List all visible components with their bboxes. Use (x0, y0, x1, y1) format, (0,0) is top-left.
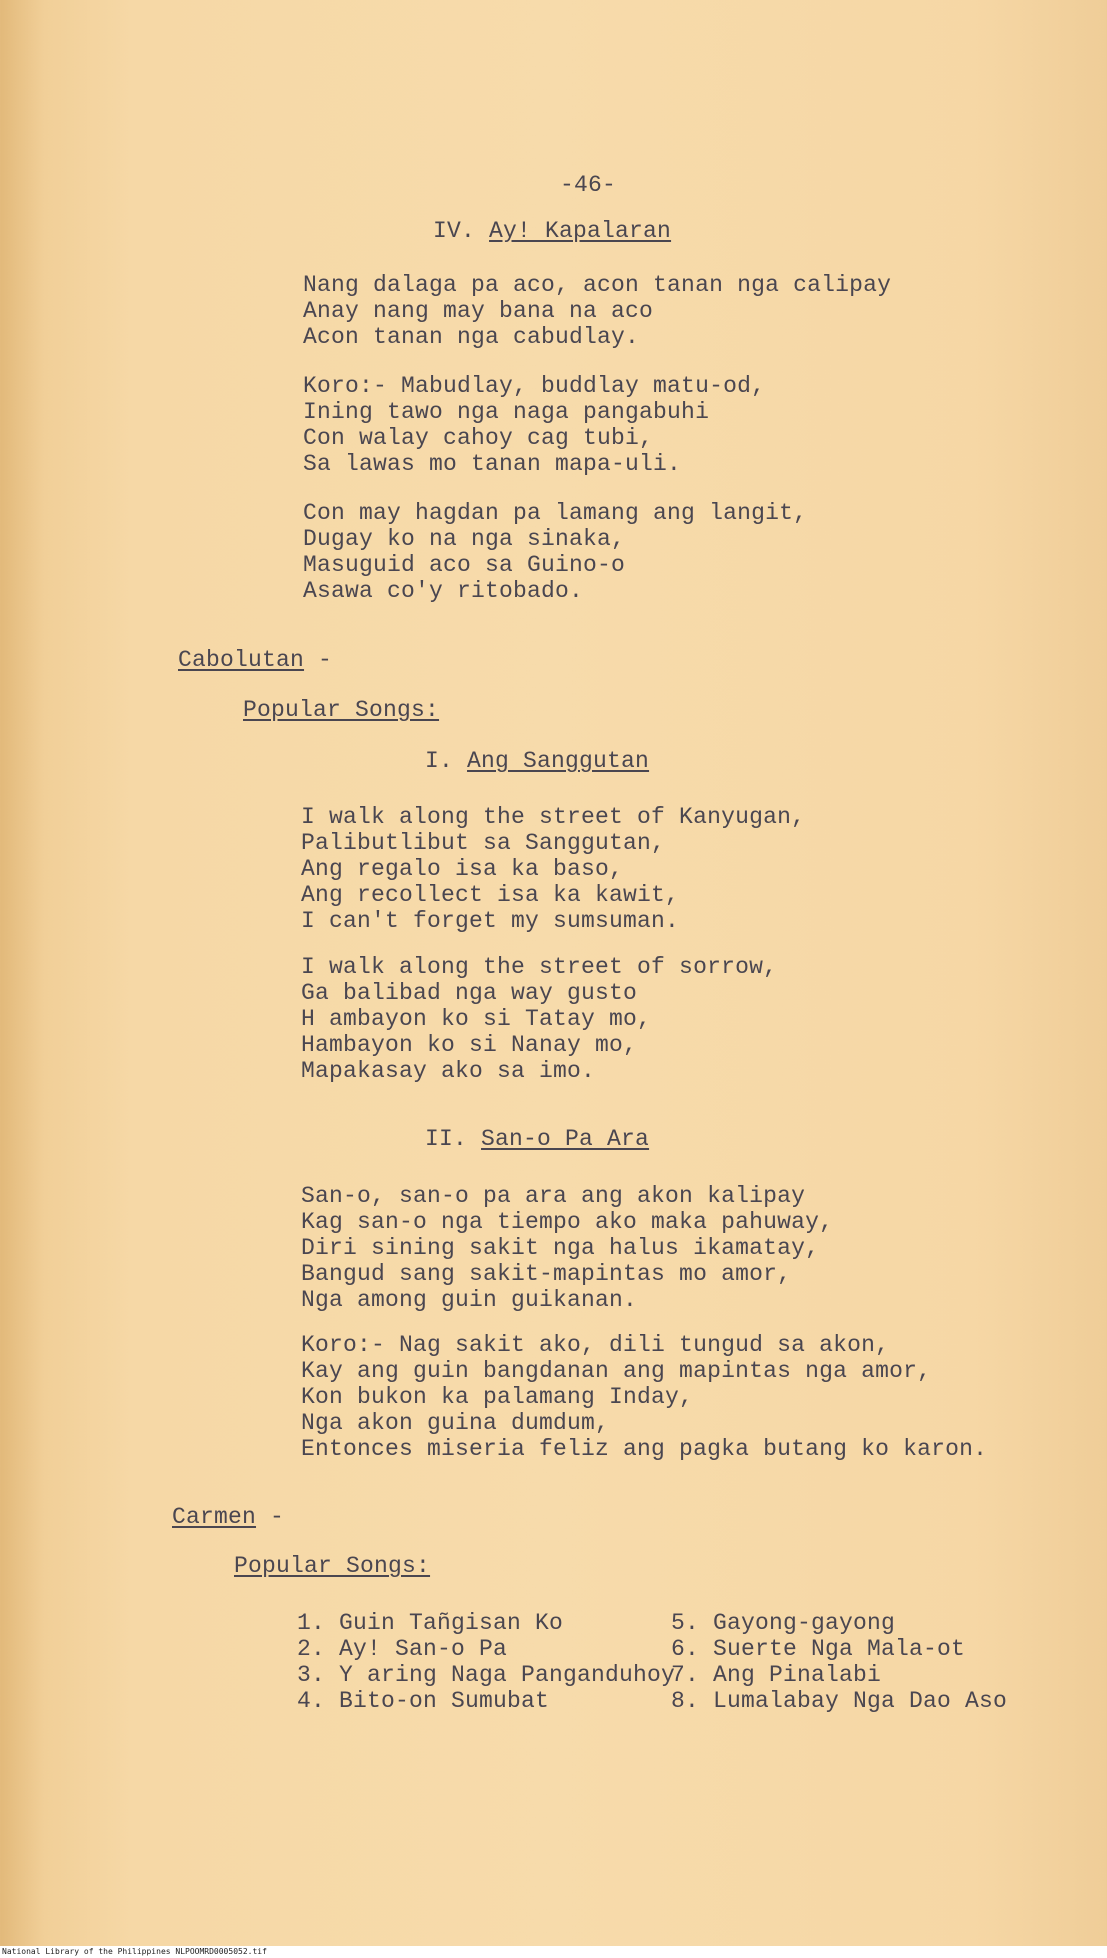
list-item: 4. Bito-on Sumubat (297, 1688, 550, 1714)
list-item: 1. Guin Tañgisan Ko (297, 1610, 564, 1636)
chorus-line: Koro:- Mabudlay, buddlay matu-od, (303, 373, 766, 399)
section-heading-cabolutan (178, 647, 332, 673)
chorus-line: Sa lawas mo tanan mapa-uli. (303, 451, 682, 477)
verse-line: Ga balibad nga way gusto (301, 980, 638, 1006)
title-number: II. (425, 1126, 468, 1152)
scan-footer: National Library of the Philippines NLPOOMRD0005052.tif (0, 1946, 1107, 1958)
heading-dash: - (318, 647, 333, 673)
verse-line: Con may hagdan pa lamang ang langit, (303, 500, 808, 526)
title-text: San-o Pa Ara (481, 1126, 650, 1152)
verse-line: Diri sining sakit nga halus ikamatay, (301, 1235, 820, 1261)
verse-line: San-o, san-o pa ara ang akon kalipay (301, 1183, 806, 1209)
verse-line: Ang regalo isa ka baso, (301, 856, 624, 882)
verse-line: Anay nang may bana na aco (303, 298, 654, 324)
list-item: 5. Gayong-gayong (671, 1610, 896, 1636)
chorus-line: Entonces miseria feliz ang pagka butang ko karon. (301, 1436, 988, 1462)
verse-line: Ang recollect isa ka kawit, (301, 882, 680, 908)
list-item: 6. Suerte Nga Mala-ot (671, 1636, 966, 1662)
subheading-popular-songs: Popular Songs: (234, 1553, 431, 1579)
verse-line: I walk along the street of Kanyugan, (301, 804, 806, 830)
song-title-san-o-pa-ara (425, 1126, 649, 1152)
verse-line: I can't forget my sumsuman. (301, 908, 680, 934)
heading-text: Cabolutan (178, 647, 305, 673)
verse-line: Hambayon ko si Nanay mo, (301, 1032, 638, 1058)
title-number: IV. (433, 218, 476, 244)
title-number: I. (425, 748, 454, 774)
section-heading-carmen (172, 1504, 284, 1530)
chorus-line: Nga akon guina dumdum, (301, 1410, 610, 1436)
verse-line: Bangud sang sakit-mapintas mo amor, (301, 1261, 792, 1287)
verse-line: Masuguid aco sa Guino-o (303, 552, 626, 578)
chorus-line: Con walay cahoy cag tubi, (303, 425, 654, 451)
verse-line: Asawa co'y ritobado. (303, 578, 584, 604)
heading-text: Carmen (172, 1504, 257, 1530)
list-item: 2. Ay! San-o Pa (297, 1636, 508, 1662)
list-item: 3. Y aring Naga Panganduhoy (297, 1662, 676, 1688)
verse-line: Palibutlibut sa Sanggutan, (301, 830, 666, 856)
verse-line: Acon tanan nga cabudlay. (303, 324, 640, 350)
verse-line: I walk along the street of sorrow, (301, 954, 778, 980)
list-item: 7. Ang Pinalabi (671, 1662, 882, 1688)
subheading-popular-songs: Popular Songs: (243, 697, 440, 723)
verse-line: Kag san-o nga tiempo ako maka pahuway, (301, 1209, 834, 1235)
song-title-ay-kapalaran (433, 218, 671, 244)
verse-line: Nga among guin guikanan. (301, 1287, 638, 1313)
song-title-ang-sanggutan (425, 748, 649, 774)
page-number: -46- (560, 172, 617, 198)
title-text: Ay! Kapalaran (489, 218, 672, 244)
list-item: 8. Lumalabay Nga Dao Aso (671, 1688, 1008, 1714)
verse-line: Mapakasay ako sa imo. (301, 1058, 596, 1084)
heading-dash: - (270, 1504, 285, 1530)
verse-line: Dugay ko na nga sinaka, (303, 526, 626, 552)
chorus-line: Ining tawo nga naga pangabuhi (303, 399, 710, 425)
title-text: Ang Sanggutan (467, 748, 650, 774)
verse-line: Nang dalaga pa aco, acon tanan nga calipay (303, 272, 892, 298)
chorus-line: Kon bukon ka palamang Inday, (301, 1384, 694, 1410)
verse-line: H ambayon ko si Tatay mo, (301, 1006, 652, 1032)
chorus-line: Kay ang guin bangdanan ang mapintas nga amor, (301, 1358, 932, 1384)
chorus-line: Koro:- Nag sakit ako, dili tungud sa akon, (301, 1332, 890, 1358)
